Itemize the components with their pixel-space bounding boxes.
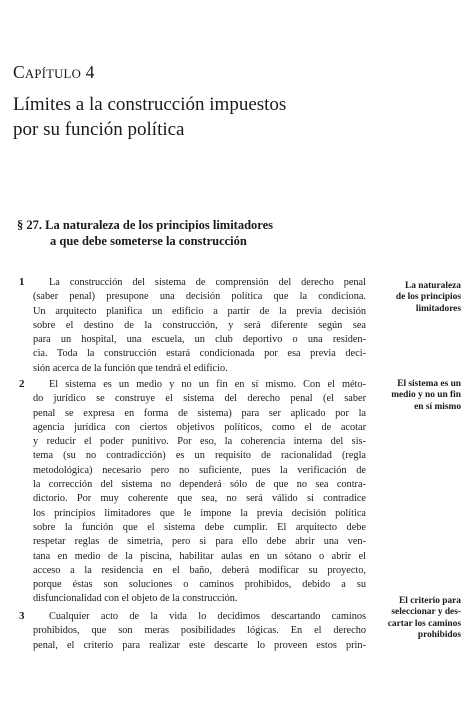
- margin-note-line: limitadores: [415, 303, 461, 314]
- paragraph-line: (saber penal) presupone una decisión política que la condiciona.: [33, 291, 366, 303]
- chapter-title: [13, 92, 453, 142]
- paragraph-line: los principios limitadores que le impone la previa decisión política: [33, 507, 366, 519]
- margin-note: [366, 281, 461, 315]
- chapter-title-line: Límites a la construcción impuestos: [13, 94, 287, 115]
- paragraph-line: Cualquier acto de la vida lo decidimos descartando caminos: [49, 611, 366, 622]
- chapter-label-initial: C: [13, 62, 25, 82]
- margin-note-line: La naturaleza: [405, 281, 461, 291]
- paragraph-line: penal, el criterio para realizar este descarte lo proveen estos prin-: [33, 639, 366, 651]
- paragraph-1: [19, 276, 366, 376]
- paragraph-3: [19, 610, 366, 653]
- chapter-label: [13, 62, 95, 83]
- paragraph-line: penal se expresa en forma de sistema) para ser aplicado por la: [33, 407, 366, 419]
- margin-note-line: en sí mismo: [414, 401, 461, 412]
- paragraph-line: agencia jurídica con ciertos objetivos políticos, como el de acotar: [33, 421, 366, 433]
- paragraph-line: La construcción del sistema de comprensión del derecho penal: [49, 277, 366, 288]
- paragraph-line: y reducir el poder punitivo. Por eso, la coherencia interna del sis-: [33, 436, 366, 448]
- section-heading: [17, 218, 347, 249]
- paragraph-line: do jurídico se construye el sistema del derecho penal (el saber: [33, 393, 366, 405]
- margin-note-line: El sistema es un: [397, 379, 461, 389]
- paragraph-line: acceso a la residencia en el baño, deberá modificar su proyecto,: [33, 564, 366, 576]
- paragraph-line: tana en medio de la piscina, habilitar aulas en un sótano o abrir el: [33, 550, 366, 562]
- chapter-title-line: por su función política: [13, 119, 185, 140]
- paragraph-line: prohibidos, que son meras posibilidades lógicas. En el derecho: [33, 625, 366, 637]
- paragraph-line: disfuncionalidad con el objeto de la construcción.: [33, 593, 238, 605]
- paragraph-line: El sistema es un medio y no un fin en sí mismo. Con el méto-: [49, 379, 366, 390]
- paragraph-line: sobre el destino de la construcción, y será diferente según sea: [33, 319, 366, 331]
- paragraph-number: 1: [19, 276, 25, 288]
- paragraph-number: 3: [19, 610, 25, 622]
- margin-note-line: medio y no un fin: [391, 390, 461, 401]
- paragraph-line: sión acerca de la función que tendrá el edificio.: [33, 362, 228, 374]
- margin-note-line: El criterio para: [399, 596, 461, 606]
- paragraph-line: dictorio. Por muy coherente que sea, no será válido si contradice: [33, 493, 366, 505]
- margin-note-line: prohibidos: [417, 630, 461, 641]
- paragraph-line: porque éstas son soluciones o caminos prohibidos, debido a su: [33, 579, 366, 591]
- paragraph-line: metodológica) necesario pero no suficiente, pues la verificación de: [33, 464, 366, 476]
- margin-note: [366, 379, 461, 413]
- chapter-number: 4: [85, 62, 95, 82]
- paragraph-line: sobre la función que el sistema debe cumplir. El arquitecto debe: [33, 521, 366, 533]
- margin-note-line: seleccionar y des-: [391, 607, 461, 618]
- margin-note-line: de los principios: [395, 292, 461, 303]
- section-heading-line: a que debe someterse la construcción: [50, 233, 247, 248]
- section-heading-line: § 27. La naturaleza de los principios limitadores: [17, 218, 274, 232]
- paragraph-2: [19, 378, 366, 607]
- paragraph-line: respetar reglas de simetría, pero si para ello debe abrir una ven-: [33, 536, 366, 548]
- margin-note-line: cartar los caminos: [387, 618, 461, 629]
- chapter-label-rest: APÍTULO: [24, 67, 82, 81]
- margin-note: [366, 596, 461, 642]
- paragraph-line: tema (su no contradicción) es un requisito de racionalidad (regla: [33, 450, 366, 462]
- paragraph-line: cia. Toda la construcción estará condicionada por esa previa deci-: [33, 348, 366, 360]
- paragraph-number: 2: [19, 378, 25, 390]
- paragraph-line: la corrección del sistema no dependerá sólo de que no sea contra-: [33, 479, 366, 491]
- paragraph-line: Un arquitecto planifica un edificio a partir de la previa decisión: [33, 305, 366, 317]
- paragraph-line: para un hospital, una escuela, un club deportivo o una residen-: [33, 334, 366, 346]
